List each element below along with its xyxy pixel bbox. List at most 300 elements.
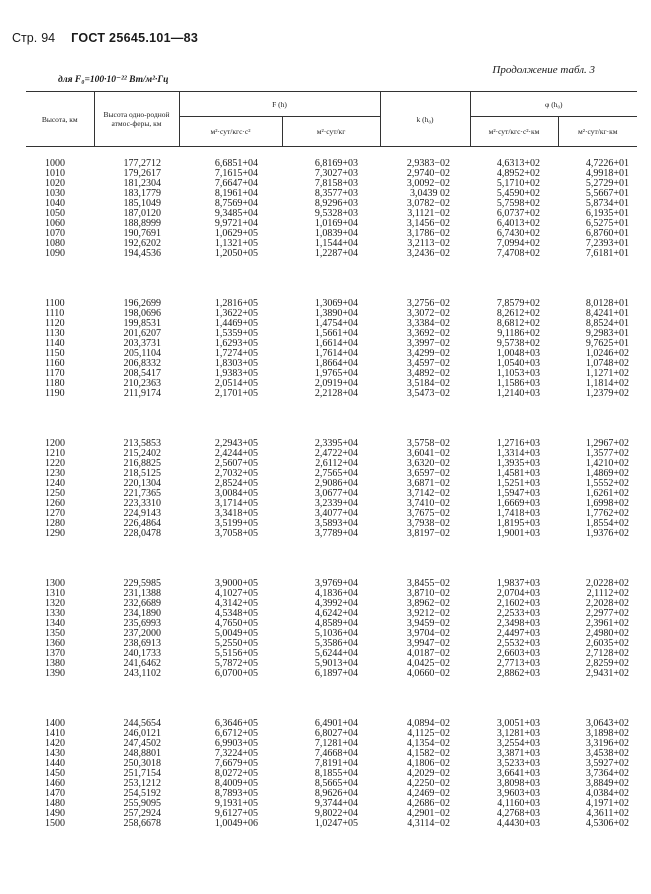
cell-atm-height: 213,5853 — [123, 438, 161, 449]
cell-f-kgs: 3,3418+05 — [214, 508, 258, 519]
cell-phi-kgs: 6,4013+02 — [496, 218, 541, 229]
cell-phi-kgs: 6,7430+02 — [496, 228, 541, 239]
cell-f-kgs: 8,1961+04 — [214, 188, 258, 199]
cell-atm-height: 240,1733 — [123, 648, 161, 659]
cell-phi-kgs: 7,8579+02 — [496, 298, 541, 309]
cell-atm-height: 215,2402 — [123, 448, 161, 459]
cell-phi-kgs: 3,9603+03 — [496, 788, 541, 799]
cell-atm-height: 188,8999 — [123, 218, 161, 229]
cell-f-kg: 1,0247+05 — [314, 818, 359, 829]
cell-f-kgs: 8,4009+05 — [214, 778, 258, 789]
cell-k: 3,4597−02 — [406, 358, 451, 369]
cell-f-kgs: 9,6127+05 — [214, 808, 258, 819]
cell-atm-height: 231,1388 — [123, 588, 161, 599]
cell-f-kg: 4,3992+04 — [314, 598, 359, 609]
cell-k: 4,1125−02 — [407, 728, 451, 739]
header-phi-unit-kgs: м²·сут/кгс·с²·км — [470, 117, 558, 147]
group-separator — [26, 539, 637, 579]
cell-phi-kg: 2,1112+02 — [586, 588, 630, 599]
cell-altitude: 1490 — [45, 808, 65, 819]
cell-atm-height: 192,6202 — [123, 238, 161, 249]
cell-f-kgs: 7,6679+05 — [214, 758, 258, 769]
cell-phi-kgs: 1,1586+03 — [496, 378, 541, 389]
cell-phi-kg: 2,2977+02 — [585, 608, 630, 619]
cell-phi-kgs: 8,6812+02 — [496, 318, 541, 329]
cell-altitude: 1470 — [45, 788, 65, 799]
cell-phi-kg: 9,7625+01 — [585, 338, 630, 349]
cell-phi-kg: 6,5275+01 — [585, 218, 630, 229]
cell-atm-height: 224,9143 — [123, 508, 161, 519]
cell-altitude: 1020 — [45, 178, 65, 189]
cell-f-kgs: 2,7032+05 — [214, 468, 258, 479]
cell-altitude: 1150 — [45, 348, 65, 359]
cell-phi-kg: 3,8849+02 — [585, 778, 630, 789]
cell-f-kgs: 8,7893+05 — [214, 788, 258, 799]
cell-f-kgs: 2,8524+05 — [214, 478, 258, 489]
cell-phi-kg: 2,3961+02 — [585, 618, 630, 629]
cell-altitude: 1210 — [45, 448, 65, 459]
cell-k: 3,8962−02 — [406, 598, 451, 609]
cell-phi-kg: 7,6181+01 — [585, 248, 630, 259]
cell-f-kg: 6,8027+04 — [314, 728, 359, 739]
cell-k: 3,9704−02 — [406, 628, 451, 639]
cell-atm-height: 258,6678 — [123, 818, 161, 829]
cell-f-kg: 3,5893+04 — [314, 518, 359, 529]
cell-k: 3,3072−02 — [406, 308, 451, 319]
cell-phi-kgs: 4,2768+03 — [496, 808, 541, 819]
cell-altitude: 1080 — [45, 238, 65, 249]
cell-phi-kgs: 1,3314+03 — [496, 448, 541, 459]
cell-altitude: 1000 — [45, 158, 65, 169]
cell-k: 3,1786−02 — [406, 228, 451, 239]
cell-phi-kg: 1,7762+02 — [585, 508, 630, 519]
cell-f-kgs: 1,0629+05 — [214, 228, 258, 239]
page-header — [12, 30, 198, 46]
cell-phi-kgs: 5,4590+02 — [496, 188, 541, 199]
cell-phi-kgs: 1,8195+03 — [496, 518, 541, 529]
cell-phi-kgs: 2,7713+03 — [496, 658, 541, 669]
cell-altitude: 1110 — [45, 308, 65, 319]
cell-atm-height: 179,2617 — [123, 168, 161, 179]
header-altitude: Высота, км — [26, 92, 94, 147]
cell-f-kg: 1,0839+04 — [314, 228, 359, 239]
cell-phi-kgs: 5,1710+02 — [496, 178, 541, 189]
cell-atm-height: 235,6993 — [123, 618, 161, 629]
cell-f-kg: 8,3577+03 — [314, 188, 359, 199]
cell-phi-kg: 2,0228+02 — [585, 578, 630, 589]
cell-f-kg: 3,7789+04 — [314, 528, 359, 539]
cell-f-kgs: 8,0272+05 — [214, 768, 258, 779]
cell-f-kg: 1,1544+04 — [314, 238, 359, 249]
cell-atm-height: 232,6689 — [123, 598, 161, 609]
cell-f-kgs: 2,0514+05 — [214, 378, 258, 389]
page-number: 94 — [41, 31, 56, 45]
cell-f-kg: 2,6112+04 — [315, 458, 359, 469]
cell-phi-kgs: 3,1281+03 — [496, 728, 541, 739]
header-atm-height: Высота одно-родной атмос-феры, км — [94, 92, 179, 147]
cell-phi-kg: 3,4538+02 — [585, 748, 630, 759]
cell-altitude: 1460 — [45, 778, 65, 789]
cell-f-kg: 8,5665+04 — [314, 778, 359, 789]
cell-phi-kgs: 4,1160+03 — [497, 798, 541, 809]
table-row — [26, 249, 637, 259]
cell-k: 4,2029−02 — [406, 768, 451, 779]
cell-phi-kgs: 2,4497+03 — [496, 628, 541, 639]
cell-altitude: 1200 — [45, 438, 65, 449]
cell-phi-kg: 3,5927+02 — [585, 758, 630, 769]
cell-phi-kg: 2,6035+02 — [585, 638, 630, 649]
cell-f-kg: 7,8158+03 — [314, 178, 359, 189]
header-f-unit-kgs: м²·сут/кгс·с² — [179, 117, 282, 147]
cell-altitude: 1250 — [45, 488, 65, 499]
cell-altitude: 1300 — [45, 578, 65, 589]
cell-phi-kg: 1,2967+02 — [585, 438, 630, 449]
cell-atm-height: 248,8801 — [123, 748, 161, 759]
cell-k: 3,9212−02 — [406, 608, 451, 619]
cell-f-kgs: 7,1615+04 — [214, 168, 258, 179]
cell-f-kg: 3,2339+04 — [314, 498, 359, 509]
cell-f-kg: 4,8589+04 — [314, 618, 359, 629]
cell-phi-kgs: 2,2533+03 — [496, 608, 541, 619]
cell-phi-kg: 3,7364+02 — [585, 768, 630, 779]
cell-atm-height: 216,8825 — [123, 458, 161, 469]
cell-phi-kg: 1,0748+02 — [585, 358, 630, 369]
cell-phi-kgs: 1,5251+03 — [496, 478, 541, 489]
cell-f-kg: 2,9086+04 — [314, 478, 359, 489]
cell-k: 3,6320−02 — [406, 458, 451, 469]
table-header — [26, 92, 637, 147]
cell-k: 4,0187−02 — [406, 648, 451, 659]
header-phi-unit-kg: м²·сут/кг·км — [558, 117, 637, 147]
cell-altitude: 1090 — [45, 248, 65, 259]
cell-f-kg: 4,1836+04 — [314, 588, 359, 599]
cell-phi-kgs: 6,0737+02 — [496, 208, 541, 219]
cell-f-kgs: 1,7274+05 — [214, 348, 258, 359]
cell-phi-kg: 3,0643+02 — [585, 718, 630, 729]
cell-altitude: 1350 — [45, 628, 65, 639]
group-separator — [26, 679, 637, 719]
cell-f-kgs: 9,3485+04 — [214, 208, 258, 219]
cell-atm-height: 203,3731 — [123, 338, 161, 349]
cell-atm-height: 208,5417 — [123, 368, 161, 379]
cell-phi-kg: 1,9376+02 — [585, 528, 630, 539]
cell-altitude: 1120 — [45, 318, 65, 329]
cell-f-kg: 3,9769+04 — [314, 578, 359, 589]
cell-f-kgs: 4,7650+05 — [214, 618, 258, 629]
cell-altitude: 1190 — [45, 388, 65, 399]
cell-f-kg: 7,8191+04 — [314, 758, 359, 769]
cell-phi-kg: 1,3577+02 — [585, 448, 630, 459]
cell-k: 3,5473−02 — [406, 388, 451, 399]
cell-k: 3,6597−02 — [406, 468, 451, 479]
cell-f-kgs: 1,4469+05 — [214, 318, 258, 329]
cell-atm-height: 183,1779 — [123, 188, 161, 199]
cell-f-kgs: 3,5199+05 — [214, 518, 258, 529]
cell-k: 3,5184−02 — [406, 378, 451, 389]
cell-phi-kg: 8,0128+01 — [585, 298, 630, 309]
cell-k: 4,2686−02 — [406, 798, 451, 809]
cell-atm-height: 254,5192 — [123, 788, 161, 799]
cell-f-kg: 9,3744+04 — [314, 798, 359, 809]
cell-phi-kgs: 4,4430+03 — [496, 818, 541, 829]
cell-k: 3,6871−02 — [406, 478, 451, 489]
cell-f-kgs: 9,9721+04 — [214, 218, 258, 229]
cell-f-kgs: 1,0049+06 — [214, 818, 258, 829]
cell-f-kg: 5,6244+04 — [314, 648, 359, 659]
cell-phi-kg: 8,4241+01 — [585, 308, 630, 319]
cell-atm-height: 226,4864 — [123, 518, 161, 529]
cell-phi-kgs: 7,0994+02 — [496, 238, 541, 249]
header-f-group: F (h) — [179, 92, 380, 117]
cell-atm-height: 205,1104 — [123, 348, 161, 359]
cell-phi-kgs: 1,9837+03 — [496, 578, 541, 589]
cell-phi-kgs: 7,4708+02 — [496, 248, 541, 259]
cell-k: 3,8455−02 — [406, 578, 451, 589]
cell-atm-height: 255,9095 — [123, 798, 161, 809]
cell-k: 4,1806−02 — [406, 758, 451, 769]
cell-atm-height: 221,7365 — [123, 488, 161, 499]
cell-f-kg: 6,8169+03 — [314, 158, 359, 169]
cell-k: 3,9459−02 — [406, 618, 451, 629]
cell-atm-height: 185,1049 — [123, 198, 161, 209]
cell-f-kg: 1,4754+04 — [314, 318, 359, 329]
cell-f-kgs: 1,3622+05 — [214, 308, 258, 319]
cell-phi-kgs: 2,6603+03 — [496, 648, 541, 659]
cell-phi-kg: 1,5552+02 — [585, 478, 630, 489]
cell-altitude: 1430 — [45, 748, 65, 759]
cell-altitude: 1010 — [45, 168, 65, 179]
cell-phi-kg: 1,0246+02 — [585, 348, 630, 359]
cell-k: 4,2901−02 — [406, 808, 451, 819]
cell-f-kgs: 7,3224+05 — [214, 748, 258, 759]
cell-atm-height: 243,1102 — [123, 668, 161, 679]
cell-k: 2,9740−02 — [406, 168, 451, 179]
group-separator — [26, 399, 637, 439]
cell-atm-height: 194,4536 — [123, 248, 161, 259]
table-row — [26, 669, 637, 679]
cell-phi-kgs: 8,2612+02 — [496, 308, 541, 319]
cell-atm-height: 223,3310 — [123, 498, 161, 509]
cell-k: 3,8710−02 — [406, 588, 451, 599]
table-body — [26, 147, 637, 830]
cell-atm-height: 211,9174 — [123, 388, 161, 399]
cell-f-kg: 2,0919+04 — [314, 378, 359, 389]
cell-phi-kgs: 1,5947+03 — [496, 488, 541, 499]
cell-altitude: 1440 — [45, 758, 65, 769]
cell-atm-height: 251,7154 — [123, 768, 161, 779]
cell-f-kgs: 1,5359+05 — [214, 328, 258, 339]
cell-f-kgs: 4,1027+05 — [214, 588, 258, 599]
cell-f-kgs: 6,6712+05 — [214, 728, 258, 739]
cell-phi-kgs: 1,6669+03 — [496, 498, 541, 509]
cell-atm-height: 244,5654 — [123, 718, 161, 729]
cell-phi-kg: 1,4869+02 — [585, 468, 630, 479]
cell-k: 3,7142−02 — [406, 488, 451, 499]
cell-phi-kg: 2,8259+02 — [585, 658, 630, 669]
cell-f-kg: 5,3586+04 — [314, 638, 359, 649]
cell-f-kg: 5,1036+04 — [314, 628, 359, 639]
cell-f-kgs: 4,3142+05 — [214, 598, 258, 609]
cell-f-kg: 2,2128+04 — [314, 388, 359, 399]
cell-f-kgs: 8,7569+04 — [214, 198, 258, 209]
cell-phi-kgs: 9,5738+02 — [496, 338, 541, 349]
cell-phi-kgs: 4,6313+02 — [496, 158, 541, 169]
cell-altitude: 1380 — [45, 658, 65, 669]
cell-phi-kg: 7,2393+01 — [585, 238, 630, 249]
cell-altitude: 1030 — [45, 188, 65, 199]
cell-k: 3,3997−02 — [406, 338, 451, 349]
cell-atm-height: 246,0121 — [123, 728, 161, 739]
table-row — [26, 819, 637, 829]
cell-phi-kgs: 3,0051+03 — [496, 718, 541, 729]
cell-phi-kgs: 3,6641+03 — [496, 768, 541, 779]
cell-altitude: 1360 — [45, 638, 65, 649]
cell-phi-kgs: 1,2716+03 — [496, 438, 541, 449]
cell-atm-height: 177,2712 — [123, 158, 161, 169]
cell-phi-kg: 1,1814+02 — [585, 378, 630, 389]
cell-k: 3,6041−02 — [406, 448, 451, 459]
cell-phi-kg: 2,2028+02 — [585, 598, 630, 609]
cell-f-kgs: 2,4244+05 — [214, 448, 258, 459]
cell-phi-kg: 1,4210+02 — [585, 458, 630, 469]
cell-atm-height: 190,7691 — [123, 228, 161, 239]
cell-atm-height: 199,8531 — [123, 318, 161, 329]
cell-altitude: 1400 — [45, 718, 65, 729]
cell-k: 3,8197−02 — [406, 528, 451, 539]
cell-atm-height: 198,0696 — [123, 308, 161, 319]
cell-f-kgs: 1,9383+05 — [214, 368, 258, 379]
cell-altitude: 1390 — [45, 668, 65, 679]
cell-altitude: 1270 — [45, 508, 65, 519]
table-row — [26, 529, 637, 539]
cell-phi-kgs: 1,0048+03 — [496, 348, 541, 359]
cell-atm-height: 220,1304 — [123, 478, 161, 489]
cell-k: 3,4892−02 — [406, 368, 451, 379]
cell-phi-kg: 3,3196+02 — [585, 738, 630, 749]
cell-k: 4,0425−02 — [406, 658, 451, 669]
header-k: k (h₀) — [380, 92, 470, 147]
cell-altitude: 1320 — [45, 598, 65, 609]
cell-f-kg: 1,6614+04 — [314, 338, 359, 349]
cell-k: 3,9947−02 — [406, 638, 451, 649]
cell-f-kg: 8,1855+04 — [314, 768, 359, 779]
continuation-note: Продолжение табл. 3 — [492, 64, 595, 76]
cell-k: 3,3384−02 — [406, 318, 451, 329]
cell-f-kgs: 1,2050+05 — [214, 248, 258, 259]
cell-k: 4,2469−02 — [406, 788, 451, 799]
cell-atm-height: 206,8332 — [123, 358, 161, 369]
cell-f-kg: 7,3027+03 — [314, 168, 359, 179]
cell-phi-kg: 5,8734+01 — [585, 198, 630, 209]
cell-f-kgs: 6,0700+05 — [214, 668, 258, 679]
cell-f-kg: 3,0677+04 — [314, 488, 359, 499]
cell-atm-height: 257,2924 — [123, 808, 161, 819]
cell-k: 3,0092−02 — [406, 178, 451, 189]
cell-phi-kg: 6,1935+01 — [585, 208, 630, 219]
cell-k: 3,7410−02 — [406, 498, 451, 509]
cell-f-kg: 9,8022+04 — [314, 808, 359, 819]
cell-f-kg: 7,4668+04 — [314, 748, 359, 759]
cell-f-kg: 8,9626+04 — [314, 788, 359, 799]
cell-altitude: 1410 — [45, 728, 65, 739]
cell-k: 4,1354−02 — [406, 738, 451, 749]
cell-f-kg: 1,8664+04 — [314, 358, 359, 369]
cell-f-kgs: 5,5156+05 — [214, 648, 258, 659]
cell-altitude: 1040 — [45, 198, 65, 209]
header-f-unit-kg: м²·сут/кг — [282, 117, 380, 147]
cell-phi-kgs: 5,7598+02 — [496, 198, 541, 209]
cell-altitude: 1220 — [45, 458, 65, 469]
cell-f-kgs: 3,1714+05 — [214, 498, 258, 509]
cell-phi-kgs: 4,8952+02 — [496, 168, 541, 179]
cell-phi-kgs: 9,1186+02 — [497, 328, 541, 339]
cell-phi-kg: 5,2729+01 — [585, 178, 630, 189]
cell-f-kg: 2,4722+04 — [314, 448, 359, 459]
cell-f-kg: 2,7565+04 — [314, 468, 359, 479]
cell-altitude: 1280 — [45, 518, 65, 529]
cell-altitude: 1060 — [45, 218, 65, 229]
cell-altitude: 1260 — [45, 498, 65, 509]
cell-f-kg: 1,3890+04 — [314, 308, 359, 319]
cell-phi-kg: 4,5306+02 — [585, 818, 630, 829]
table-condition: для F₀=100·10⁻²² Вт/м²·Гц — [58, 75, 169, 85]
cell-altitude: 1330 — [45, 608, 65, 619]
cell-k: 3,7938−02 — [406, 518, 451, 529]
cell-f-kgs: 3,7058+05 — [214, 528, 258, 539]
cell-f-kgs: 5,2550+05 — [214, 638, 258, 649]
cell-atm-height: 229,5985 — [123, 578, 161, 589]
cell-atm-height: 210,2363 — [123, 378, 161, 389]
cell-altitude: 1180 — [45, 378, 65, 389]
cell-f-kg: 1,0169+04 — [314, 218, 359, 229]
cell-f-kg: 7,1281+04 — [314, 738, 359, 749]
cell-k: 4,2250−02 — [406, 778, 451, 789]
cell-f-kgs: 1,8303+05 — [214, 358, 258, 369]
cell-k: 3,0782−02 — [406, 198, 451, 209]
cell-altitude: 1480 — [45, 798, 65, 809]
cell-k: 3,0439 02 — [410, 188, 451, 199]
cell-phi-kgs: 2,1602+03 — [496, 598, 541, 609]
cell-k: 3,7675−02 — [406, 508, 451, 519]
cell-f-kgs: 7,6647+04 — [214, 178, 258, 189]
cell-f-kgs: 2,5607+05 — [214, 458, 258, 469]
cell-phi-kg: 9,2983+01 — [585, 328, 630, 339]
cell-phi-kgs: 3,2554+03 — [496, 738, 541, 749]
cell-altitude: 1050 — [45, 208, 65, 219]
cell-phi-kg: 1,1271+02 — [585, 368, 630, 379]
data-table — [26, 91, 637, 829]
cell-atm-height: 181,2304 — [123, 178, 161, 189]
cell-phi-kg: 5,5667+01 — [585, 188, 630, 199]
cell-phi-kgs: 1,7418+03 — [496, 508, 541, 519]
cell-f-kg: 2,3395+04 — [314, 438, 359, 449]
cell-phi-kgs: 3,8098+03 — [496, 778, 541, 789]
cell-f-kgs: 1,2816+05 — [214, 298, 258, 309]
cell-phi-kg: 6,8760+01 — [585, 228, 630, 239]
cell-atm-height: 228,0478 — [123, 528, 161, 539]
cell-f-kg: 4,6242+04 — [314, 608, 359, 619]
cell-phi-kgs: 1,0540+03 — [496, 358, 541, 369]
cell-k: 3,5758−02 — [406, 438, 451, 449]
cell-altitude: 1500 — [45, 818, 65, 829]
cell-phi-kg: 1,6998+02 — [585, 498, 630, 509]
cell-altitude: 1310 — [45, 588, 65, 599]
cell-altitude: 1240 — [45, 478, 65, 489]
cell-k: 3,3692−02 — [406, 328, 451, 339]
cell-altitude: 1450 — [45, 768, 65, 779]
cell-altitude: 1370 — [45, 648, 65, 659]
cell-f-kg: 1,9765+04 — [314, 368, 359, 379]
